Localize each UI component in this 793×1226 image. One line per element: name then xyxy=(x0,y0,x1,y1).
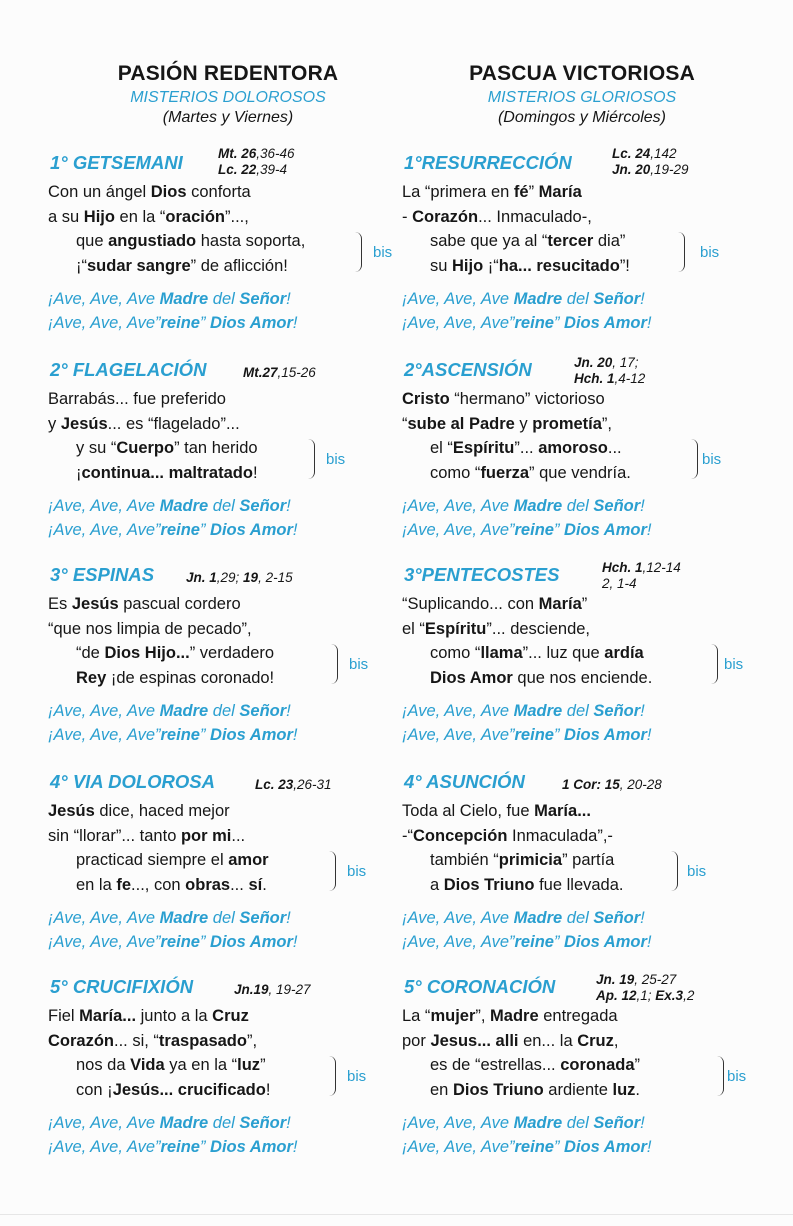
bible-reference: Jn. 19, 25-27 Ap. 12,1; Ex.3,2 xyxy=(596,972,695,1003)
ave-refrain xyxy=(48,494,408,542)
mystery-left-3 xyxy=(48,552,408,747)
verse-line: La “primera en fé” María xyxy=(402,183,582,201)
verse-line: ¡“sudar sangre” de aflicción! xyxy=(76,256,288,275)
mystery-header xyxy=(402,552,762,592)
verse-line: el “Espíritu”... amoroso... xyxy=(430,439,622,457)
ave-line-2: ¡Ave, Ave, Ave”reine” Dios Amor! xyxy=(402,726,652,744)
verse-line: Dios Amor que nos enciende. xyxy=(430,668,653,687)
verse xyxy=(48,592,408,690)
mystery-header xyxy=(402,347,762,387)
mystery-header xyxy=(48,347,408,387)
left-subtitle: MISTERIOS DOLOROSOS xyxy=(130,89,326,106)
verse-line: Fiel María... junto a la Cruz xyxy=(48,1007,249,1025)
verse xyxy=(402,180,762,278)
brace-icon xyxy=(308,439,315,479)
verse-line: sin “llorar”... tanto por mi... xyxy=(48,826,246,845)
ave-line-2: ¡Ave, Ave, Ave”reine” Dios Amor! xyxy=(48,933,298,951)
brace-icon xyxy=(355,232,362,272)
brace-icon xyxy=(329,851,336,891)
right-subtitle: MISTERIOS GLORIOSOS xyxy=(487,89,677,106)
verse xyxy=(48,180,408,278)
verse-line: - Corazón... Inmaculado-, xyxy=(402,207,592,226)
repeated-lines xyxy=(48,436,408,485)
verse xyxy=(402,592,762,690)
bible-reference: 1 Cor: 15, 20-28 xyxy=(562,777,662,792)
mystery-left-2 xyxy=(48,347,408,542)
right-column xyxy=(402,62,762,1156)
bible-reference: Lc. 24,142 Jn. 20,19-29 xyxy=(612,146,689,177)
mystery-right-2 xyxy=(402,347,762,542)
mystery-header xyxy=(402,964,762,1004)
bible-reference: Jn. 20, 17; Hch. 1,4-12 xyxy=(574,355,646,386)
repeated-lines xyxy=(402,1053,762,1102)
verse-line: La “mujer”, Madre entregada xyxy=(402,1007,618,1025)
bis-label: bis xyxy=(373,244,393,261)
ave-line-2: ¡Ave, Ave, Ave”reine” Dios Amor! xyxy=(48,1138,298,1156)
ave-line-2: ¡Ave, Ave, Ave”reine” Dios Amor! xyxy=(402,933,652,951)
brace-icon xyxy=(329,1056,336,1096)
ave-line-2: ¡Ave, Ave, Ave”reine” Dios Amor! xyxy=(48,314,298,332)
verse-line: también “primicia” partía xyxy=(430,851,615,869)
verse xyxy=(48,799,408,897)
verse-line: el “Espíritu”... desciende, xyxy=(402,619,590,638)
verse-line: ¡continua... maltratado! xyxy=(76,463,258,482)
bis-label: bis xyxy=(724,656,744,673)
ave-refrain xyxy=(402,699,762,747)
ave-line-1: ¡Ave, Ave, Ave Madre del Señor! xyxy=(402,1114,645,1132)
ave-refrain xyxy=(48,906,408,954)
ave-refrain xyxy=(402,287,762,335)
verse-line: Barrabás... fue preferido xyxy=(48,390,226,408)
verse-line: y Jesús... es “flagelado”... xyxy=(48,414,240,433)
repeated-lines xyxy=(48,1053,408,1102)
mystery-left-1 xyxy=(48,140,408,335)
mystery-header xyxy=(48,140,408,180)
verse-line: Es Jesús pascual cordero xyxy=(48,595,241,613)
bible-reference: Lc. 23,26-31 xyxy=(255,777,332,792)
left-column xyxy=(48,62,408,1156)
ave-line-2: ¡Ave, Ave, Ave”reine” Dios Amor! xyxy=(402,521,652,539)
ave-line-2: ¡Ave, Ave, Ave”reine” Dios Amor! xyxy=(402,1138,652,1156)
mystery-title: 1°RESURRECCIÓN xyxy=(404,152,572,173)
verse-line: Toda al Cielo, fue María... xyxy=(402,802,591,820)
mystery-title: 5° CRUCIFIXIÓN xyxy=(50,976,194,997)
mystery-header xyxy=(402,140,762,180)
bible-reference: Jn. 1,29; 19, 2-15 xyxy=(186,570,293,585)
mystery-right-4 xyxy=(402,759,762,954)
verse-line: a su Hijo en la “oración”..., xyxy=(48,207,249,226)
ave-line-1: ¡Ave, Ave, Ave Madre del Señor! xyxy=(402,702,645,720)
ave-refrain xyxy=(402,906,762,954)
verse-line: Con un ángel Dios conforta xyxy=(48,183,251,201)
mystery-header xyxy=(48,552,408,592)
verse-line: en la fe..., con obras... sí. xyxy=(76,875,267,894)
brace-icon xyxy=(691,439,698,479)
ave-refrain xyxy=(48,287,408,335)
mystery-right-1 xyxy=(402,140,762,335)
mystery-left-5 xyxy=(48,964,408,1159)
ave-line-1: ¡Ave, Ave, Ave Madre del Señor! xyxy=(402,909,645,927)
verse-line: en Dios Triuno ardiente luz. xyxy=(430,1080,640,1099)
mystery-right-5 xyxy=(402,964,762,1159)
brace-icon xyxy=(717,1056,724,1096)
mystery-title: 5° CORONACIÓN xyxy=(404,976,556,997)
mystery-header xyxy=(48,759,408,799)
brace-icon xyxy=(711,644,718,684)
bis-label: bis xyxy=(349,656,369,673)
ave-line-2: ¡Ave, Ave, Ave”reine” Dios Amor! xyxy=(48,521,298,539)
verse-line: y su “Cuerpo” tan herido xyxy=(76,439,258,457)
repeated-lines xyxy=(402,641,762,690)
bible-reference: Mt. 26,36-46 Lc. 22,39-4 xyxy=(218,146,295,177)
verse xyxy=(48,387,408,485)
verse xyxy=(48,1004,408,1102)
brace-icon xyxy=(678,232,685,272)
mystery-title: 4° VIA DOLOROSA xyxy=(50,771,216,792)
verse-line: con ¡Jesús... crucificado! xyxy=(76,1080,271,1099)
left-title: PASIÓN REDENTORA xyxy=(117,62,339,85)
verse-line: Cristo “hermano” victorioso xyxy=(402,390,605,408)
bible-reference: Mt.27,15-26 xyxy=(243,365,316,380)
bis-label: bis xyxy=(700,244,720,261)
repeated-lines xyxy=(48,848,408,897)
verse xyxy=(402,387,762,485)
verse-line: que angustiado hasta soporta, xyxy=(76,232,306,250)
verse-line: como “llama”... luz que ardía xyxy=(430,644,644,662)
verse-line: “Suplicando... con María” xyxy=(402,595,588,613)
ave-line-1: ¡Ave, Ave, Ave Madre del Señor! xyxy=(48,497,291,515)
verse-line: Rey ¡de espinas coronado! xyxy=(76,668,275,687)
repeated-lines xyxy=(402,436,762,485)
mystery-title: 1° GETSEMANI xyxy=(50,152,183,173)
mystery-title: 2° FLAGELACIÓN xyxy=(50,359,207,380)
verse-line: es de “estrellas... coronada” xyxy=(430,1056,641,1074)
verse-line: a Dios Triuno fue llevada. xyxy=(430,875,624,894)
mystery-left-4 xyxy=(48,759,408,954)
repeated-lines xyxy=(48,229,408,278)
mystery-header xyxy=(48,964,408,1004)
verse-line: su Hijo ¡“ha... resucitado”! xyxy=(430,256,630,275)
verse-line: “que nos limpia de pecado”, xyxy=(48,619,252,638)
bis-label: bis xyxy=(687,863,707,880)
mystery-title: 3°PENTECOSTES xyxy=(404,564,560,585)
mystery-header xyxy=(402,759,762,799)
brace-icon xyxy=(331,644,338,684)
bis-label: bis xyxy=(326,451,346,468)
page-bottom-edge xyxy=(0,1214,793,1215)
ave-line-2: ¡Ave, Ave, Ave”reine” Dios Amor! xyxy=(402,314,652,332)
verse-line: sabe que ya al “tercer dia” xyxy=(430,232,626,250)
repeated-lines xyxy=(402,848,762,897)
verse-line: nos da Vida ya en la “luz” xyxy=(76,1056,266,1074)
ave-refrain xyxy=(402,494,762,542)
ave-refrain xyxy=(48,1111,408,1159)
ave-line-1: ¡Ave, Ave, Ave Madre del Señor! xyxy=(48,702,291,720)
bible-reference: Hch. 1,12-14 2, 1-4 xyxy=(602,560,681,591)
verse-line: como “fuerza” que vendría. xyxy=(430,463,631,482)
ave-line-1: ¡Ave, Ave, Ave Madre del Señor! xyxy=(48,909,291,927)
right-days: (Domingos y Miércoles) xyxy=(497,109,667,126)
bis-label: bis xyxy=(702,451,722,468)
mystery-title: 3° ESPINAS xyxy=(50,564,155,585)
mystery-title: 2°ASCENSIÓN xyxy=(404,359,532,380)
verse xyxy=(402,799,762,897)
verse-line: “sube al Padre y prometía”, xyxy=(402,414,613,433)
ave-refrain xyxy=(402,1111,762,1159)
ave-line-1: ¡Ave, Ave, Ave Madre del Señor! xyxy=(402,497,645,515)
verse-line: practicad siempre el amor xyxy=(76,851,269,869)
verse-line: “de Dios Hijo...” verdadero xyxy=(76,644,275,662)
right-title: PASCUA VICTORIOSA xyxy=(469,62,695,85)
verse-line: -“Concepción Inmaculada”,- xyxy=(402,826,613,845)
brace-icon xyxy=(671,851,678,891)
bible-reference: Jn.19, 19-27 xyxy=(234,982,311,997)
verse-line: por Jesus... alli en... la Cruz, xyxy=(402,1031,619,1050)
ave-line-1: ¡Ave, Ave, Ave Madre del Señor! xyxy=(48,290,291,308)
bis-label: bis xyxy=(347,1068,367,1085)
repeated-lines xyxy=(402,229,762,278)
verse xyxy=(402,1004,762,1102)
ave-refrain xyxy=(48,699,408,747)
left-days: (Martes y Viernes) xyxy=(162,109,294,126)
mystery-right-3 xyxy=(402,552,762,747)
bis-label: bis xyxy=(727,1068,747,1085)
ave-line-1: ¡Ave, Ave, Ave Madre del Señor! xyxy=(48,1114,291,1132)
bis-label: bis xyxy=(347,863,367,880)
mystery-title: 4° ASUNCIÓN xyxy=(404,771,525,792)
repeated-lines xyxy=(48,641,408,690)
verse-line: Jesús dice, haced mejor xyxy=(48,802,230,820)
ave-line-1: ¡Ave, Ave, Ave Madre del Señor! xyxy=(402,290,645,308)
verse-line: Corazón... si, “traspasado”, xyxy=(48,1031,258,1050)
ave-line-2: ¡Ave, Ave, Ave”reine” Dios Amor! xyxy=(48,726,298,744)
